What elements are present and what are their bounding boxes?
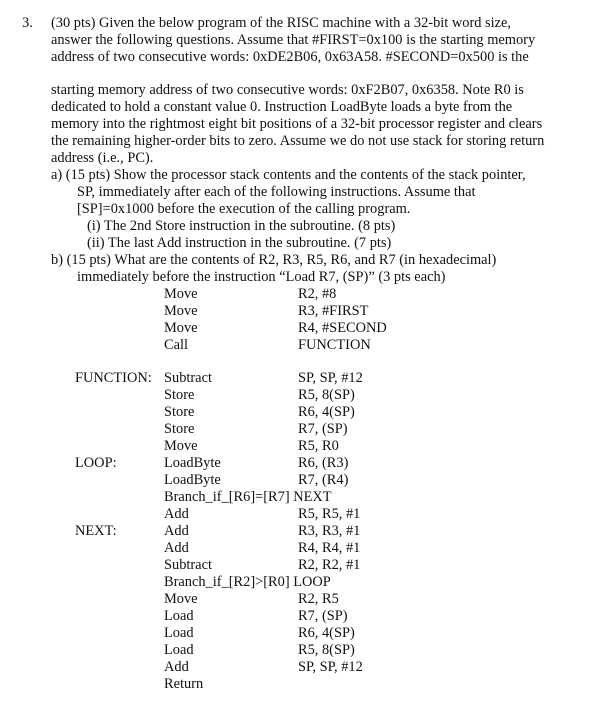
program-op: Store [164, 404, 195, 420]
program-op: Store [164, 387, 195, 403]
program-op: LoadByte [164, 455, 221, 471]
program-op: Add [164, 659, 189, 675]
program-row [0, 523, 601, 540]
program-op: LoadByte [164, 472, 221, 488]
program-args: R7, (R4) [298, 472, 349, 488]
part-a-line: [SP]=0x1000 before the execution of the calling program. [77, 201, 411, 217]
question-continued [51, 82, 591, 167]
program-args: R5, 8(SP) [298, 642, 355, 658]
program-args: R6, (R3) [298, 455, 349, 471]
program-row [0, 591, 601, 608]
part-a-sub-item: (ii) The last Add instruction in the subroutine. (7 pts) [87, 235, 392, 251]
program-op: Add [164, 506, 189, 522]
program-op: Move [164, 591, 198, 607]
program-row [0, 540, 601, 557]
program-op: Branch_if_[R2]>[R0] LOOP [164, 574, 331, 590]
program-row [0, 625, 601, 642]
program-row [0, 387, 601, 404]
question-intro [51, 15, 591, 66]
program-row [0, 303, 601, 320]
program-row [0, 506, 601, 523]
program-args: R5, R0 [298, 438, 339, 454]
program-args: R7, (SP) [298, 421, 348, 437]
part-b-line: immediately before the instruction “Load R7, (SP)” (3 pts each) [77, 269, 446, 285]
question-number: 3. [22, 15, 33, 31]
intro-line: (30 pts) Given the below program of the RISC machine with a 32-bit word size, [51, 15, 512, 31]
program-args: R5, R5, #1 [298, 506, 361, 522]
program-row [0, 659, 601, 676]
program-args: R2, #8 [298, 286, 337, 302]
program-row [0, 337, 601, 354]
program-row [0, 608, 601, 625]
program-row [0, 574, 601, 591]
intro-line: address of two consecutive words: 0xDE2B06, 0x63A58. #SECOND=0x500 is the [51, 49, 529, 65]
program-row [0, 557, 601, 574]
program-args: R5, 8(SP) [298, 387, 355, 403]
program-row [0, 286, 601, 303]
program-op: Add [164, 540, 189, 556]
program-row [0, 676, 601, 693]
program-args: R4, #SECOND [298, 320, 387, 336]
program-args: R4, R4, #1 [298, 540, 361, 556]
program-args: SP, SP, #12 [298, 659, 363, 675]
program-op: Store [164, 421, 195, 437]
program-args: R3, R3, #1 [298, 523, 361, 539]
program-row [0, 489, 601, 506]
program-args: SP, SP, #12 [298, 370, 363, 386]
program-row [0, 455, 601, 472]
program-row [0, 438, 601, 455]
program-op: Add [164, 523, 189, 539]
program-label: LOOP: [75, 455, 117, 471]
program-args: R3, #FIRST [298, 303, 369, 319]
continued-line: the remaining higher-order bits to zero. Assume we do not use stack for storing return [51, 133, 545, 149]
continued-line: dedicated to hold a constant value 0. Instruction LoadByte loads a byte from the [51, 99, 513, 115]
program-row [0, 421, 601, 438]
intro-line: answer the following questions. Assume that #FIRST=0x100 is the starting memory [51, 32, 536, 48]
part-a-line: a) (15 pts) Show the processor stack contents and the contents of the stack pointer, [51, 167, 526, 183]
part-b-line: b) (15 pts) What are the contents of R2, R3, R5, R6, and R7 (in hexadecimal) [51, 252, 497, 268]
program-op: Subtract [164, 370, 212, 386]
program-args: R6, 4(SP) [298, 404, 355, 420]
program-row [0, 472, 601, 489]
program-row [0, 642, 601, 659]
part-a-sub-item: (i) The 2nd Store instruction in the subroutine. (8 pts) [87, 218, 396, 234]
program-op: Move [164, 286, 198, 302]
program-op: Load [164, 642, 194, 658]
continued-line: starting memory address of two consecutive words: 0xF2B07, 0x6358. Note R0 is [51, 82, 524, 98]
continued-line: address (i.e., PC). [51, 150, 154, 166]
program-op: Call [164, 337, 188, 353]
program-op: Load [164, 608, 194, 624]
part-a-line: SP, immediately after each of the following instructions. Assume that [77, 184, 476, 200]
program-op: Move [164, 438, 198, 454]
program-op: Move [164, 320, 198, 336]
program-row [0, 320, 601, 337]
program-args: R2, R5 [298, 591, 339, 607]
program-args: FUNCTION [298, 337, 371, 353]
continued-line: memory into the rightmost eight bit positions of a 32-bit processor register and clears [51, 116, 543, 132]
program-label: NEXT: [75, 523, 117, 539]
program-args: R7, (SP) [298, 608, 348, 624]
program-args: R2, R2, #1 [298, 557, 361, 573]
program-op: Move [164, 303, 198, 319]
program-op: Return [164, 676, 204, 692]
program-op: Subtract [164, 557, 212, 573]
program-label: FUNCTION: [75, 370, 152, 386]
program-row [0, 370, 601, 387]
program-row [0, 404, 601, 421]
program-op: Load [164, 625, 194, 641]
program-op: Branch_if_[R6]=[R7] NEXT [164, 489, 332, 505]
program-args: R6, 4(SP) [298, 625, 355, 641]
